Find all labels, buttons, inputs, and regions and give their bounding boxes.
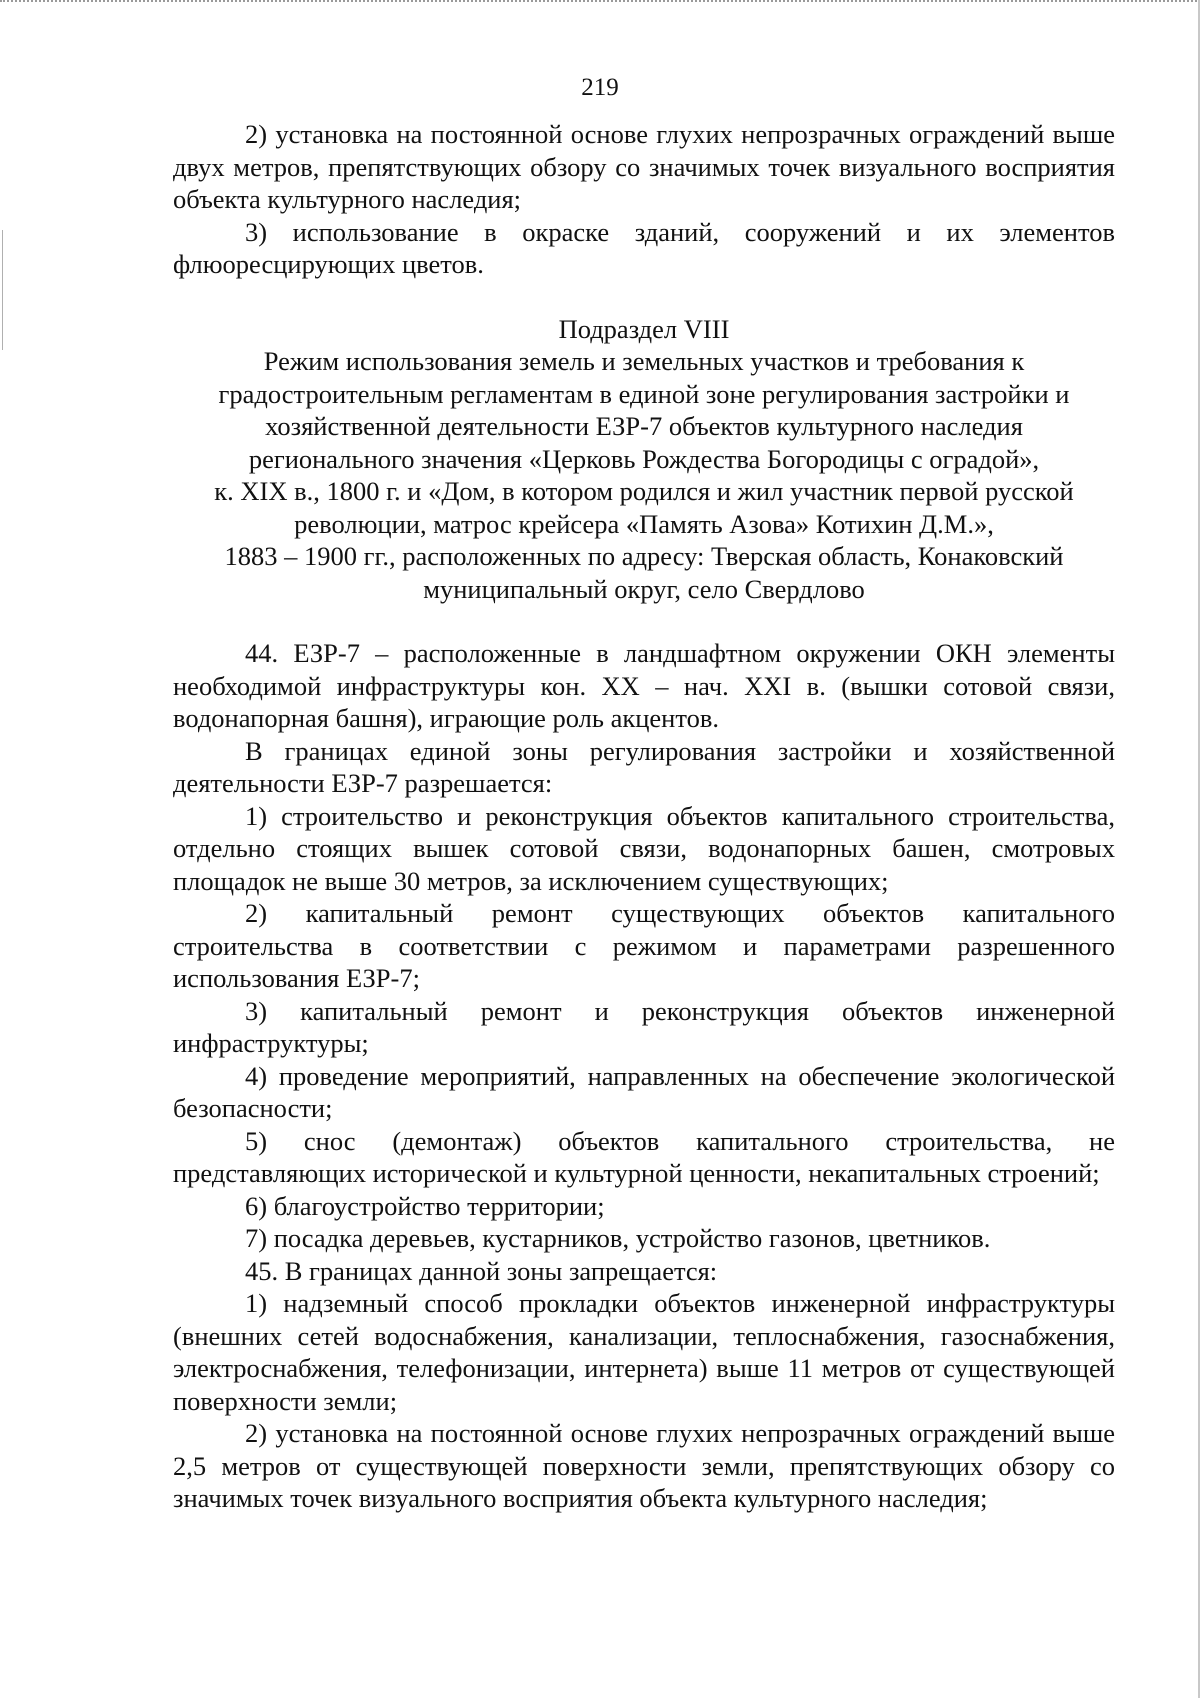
page-number: 219 bbox=[581, 74, 619, 101]
scan-edge-top bbox=[0, 0, 1200, 3]
paragraph-permitted-intro: В границах единой зоны регулирования застройки и хозяйственной деятельности ЕЗР-7 разрешается: bbox=[173, 735, 1115, 798]
paragraph-intro-3: 3) использование в окраске зданий, сооружений и их элементов флюоресцирующих цветов. bbox=[173, 216, 1115, 279]
scan-edge-left bbox=[2, 230, 3, 350]
subsection-title-line: муниципальный округ, село Свердлово bbox=[423, 573, 865, 604]
list-item-permitted-4: 4) проведение мероприятий, направленных на обеспечение экологической безопасности; bbox=[173, 1060, 1115, 1123]
paragraph-intro-2: 2) установка на постоянной основе глухих непрозрачных ограждений выше двух метров, препятствующих обзору со значимых точек визуального восприятия объекта культурного наследия; bbox=[173, 119, 1115, 214]
list-item-permitted-2: 2) капитальный ремонт существующих объектов капитального строительства в соответствии с режимом и параметрами разрешенного использования ЕЗР-7; bbox=[173, 898, 1115, 993]
list-item-permitted-6: 6) благоустройство территории; bbox=[245, 1190, 605, 1221]
list-item-prohibited-1: 1) надземный способ прокладки объектов инженерной инфраструктуры (внешних сетей водоснабжения, канализации, теплоснабжения, газоснабжения, электроснабжения, телефонизации, интернета) выше 11 метров от существующей поверхности земли; bbox=[173, 1288, 1115, 1416]
subsection-title-line: революции, матрос крейсера «Память Азова» Котихин Д.М.», bbox=[294, 508, 994, 539]
list-item-permitted-7: 7) посадка деревьев, кустарников, устройство газонов, цветников. bbox=[245, 1223, 991, 1253]
subsection-title-line: Режим использования земель и земельных участков и требования к bbox=[263, 346, 1025, 376]
subsection-title-line: к. XIX в., 1800 г. и «Дом, в котором родился и жил участник первой русской bbox=[214, 476, 1074, 506]
subsection-label: Подраздел VIII bbox=[558, 313, 730, 344]
paragraph-44: 44. ЕЗР-7 – расположенные в ландшафтном окружении ОКН элементы необходимой инфраструктуры кон. XX – нач. XXI в. (вышки сотовой связи, водонапорная башня), играющие роль акцентов. bbox=[173, 638, 1115, 733]
subsection-heading bbox=[173, 313, 1115, 606]
list-item-permitted-3: 3) капитальный ремонт и реконструкция объектов инженерной инфраструктуры; bbox=[173, 995, 1115, 1058]
subsection-title-line: 1883 – 1900 гг., расположенных по адресу: Тверская область, Конаковский bbox=[224, 541, 1064, 571]
document-body bbox=[173, 118, 1115, 1515]
list-item-permitted-1: 1) строительство и реконструкция объектов капитального строительства, отдельно стоящих вышек сотовой связи, водонапорных башен, смотровых площадок не выше 30 метров, за исключением существующих; bbox=[173, 800, 1115, 896]
subsection-title-line: регионального значения «Церковь Рождества Богородицы с оградой», bbox=[248, 443, 1040, 474]
list-item-permitted-5: 5) снос (демонтаж) объектов капитального строительства, не представляющих исторической и культурной ценности, некапитальных строений; bbox=[173, 1125, 1115, 1188]
list-item-prohibited-2: 2) установка на постоянной основе глухих непрозрачных ограждений выше 2,5 метров от существующей поверхности земли, препятствующих обзору со значимых точек визуального восприятия объекта культурного наследия; bbox=[173, 1418, 1115, 1513]
paragraph-45: 45. В границах данной зоны запрещается: bbox=[245, 1255, 718, 1286]
subsection-title-line: хозяйственной деятельности ЕЗР-7 объектов культурного наследия bbox=[265, 411, 1023, 441]
subsection-title-line: градостроительным регламентам в единой зоне регулирования застройки и bbox=[218, 378, 1070, 409]
